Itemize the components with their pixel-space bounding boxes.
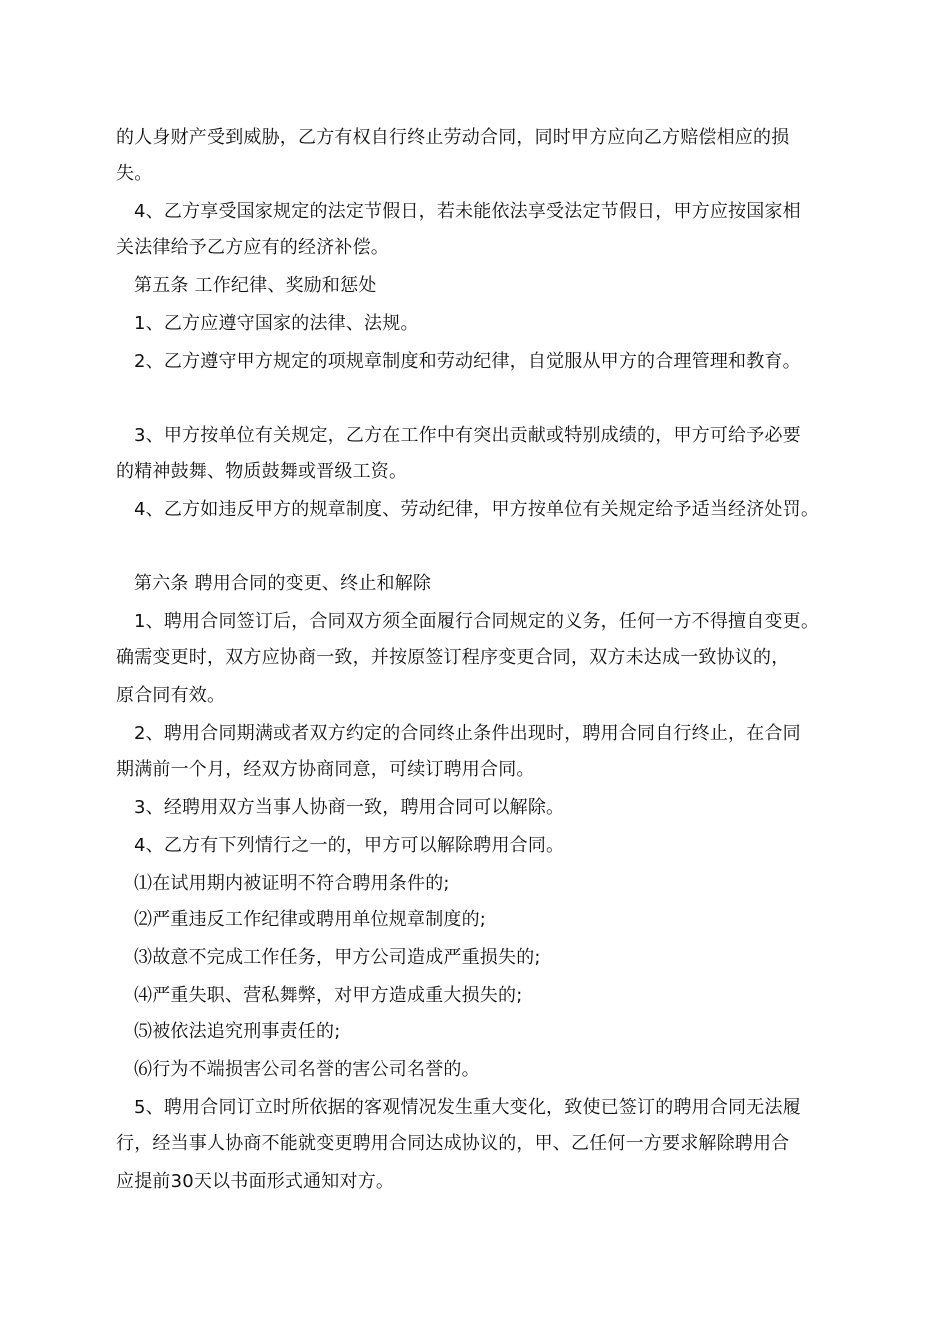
text-line: 关法律给予乙方应有的经济补偿。: [116, 237, 389, 258]
list-item: ⑹行为不端损害公司名誉的害公司名誉的。: [134, 1059, 480, 1080]
text-line: 2、乙方遵守甲方规定的项规章制度和劳动纪律，自觉服从甲方的合理管理和教育。: [134, 351, 801, 372]
section-heading: 第六条 聘用合同的变更、终止和解除: [134, 573, 432, 594]
text-line: 行，经当事人协商不能就变更聘用合同达成协议的，甲、乙任何一方要求解除聘用合: [116, 1133, 790, 1154]
section-heading: 第五条 工作纪律、奖励和惩处: [134, 275, 377, 296]
text-line: 确需变更时，双方应协商一致，并按原签订程序变更合同，双方未达成一致协议的，: [116, 647, 790, 668]
text-line: 的人身财产受到威胁，乙方有权自行终止劳动合同，同时甲方应向乙方赔偿相应的损: [116, 127, 790, 148]
text-line: 4、乙方享受国家规定的法定节假日，若未能依法享受法定节假日，甲方应按国家相: [134, 201, 801, 222]
text-line: 期满前一个月，经双方协商同意，可续订聘用合同。: [116, 759, 535, 780]
text-line: 3、甲方按单位有关规定，乙方在工作中有突出贡献或特别成绩的，甲方可给予必要: [134, 425, 801, 446]
text-line: 2、聘用合同期满或者双方约定的合同终止条件出现时，聘用合同自行终止，在合同: [134, 723, 801, 744]
list-item: ⑷严重失职、营私舞弊，对甲方造成重大损失的;: [134, 985, 523, 1006]
text-line: 1、乙方应遵守国家的法律、法规。: [134, 313, 419, 334]
text-line: 失。: [116, 163, 153, 184]
text-line: 原合同有效。: [116, 685, 226, 706]
text-line: 5、聘用合同订立时所依据的客观情况发生重大变化，致使已签订的聘用合同无法履: [134, 1097, 801, 1118]
text-line: 4、乙方如违反甲方的规章制度、劳动纪律，甲方按单位有关规定给予适当经济处罚。: [134, 499, 820, 520]
text-line: 3、经聘用双方当事人协商一致，聘用合同可以解除。: [134, 797, 565, 818]
list-item: ⑶故意不完成工作任务，甲方公司造成严重损失的;: [134, 947, 541, 968]
list-item: ⑵严重违反工作纪律或聘用单位规章制度的;: [134, 909, 487, 930]
text-line: 1、聘用合同签订后，合同双方须全面履行合同规定的义务，任何一方不得擅自变更。: [134, 611, 820, 632]
text-line: 的精神鼓舞、物质鼓舞或晋级工资。: [116, 461, 408, 482]
list-item: ⑸被依法追究刑事责任的;: [134, 1021, 341, 1042]
list-item: ⑴在试用期内被证明不符合聘用条件的;: [134, 873, 450, 894]
text-line: 4、乙方有下列情行之一的，甲方可以解除聘用合同。: [134, 835, 565, 856]
text-line: 应提前30天以书面形式通知对方。: [116, 1171, 395, 1192]
